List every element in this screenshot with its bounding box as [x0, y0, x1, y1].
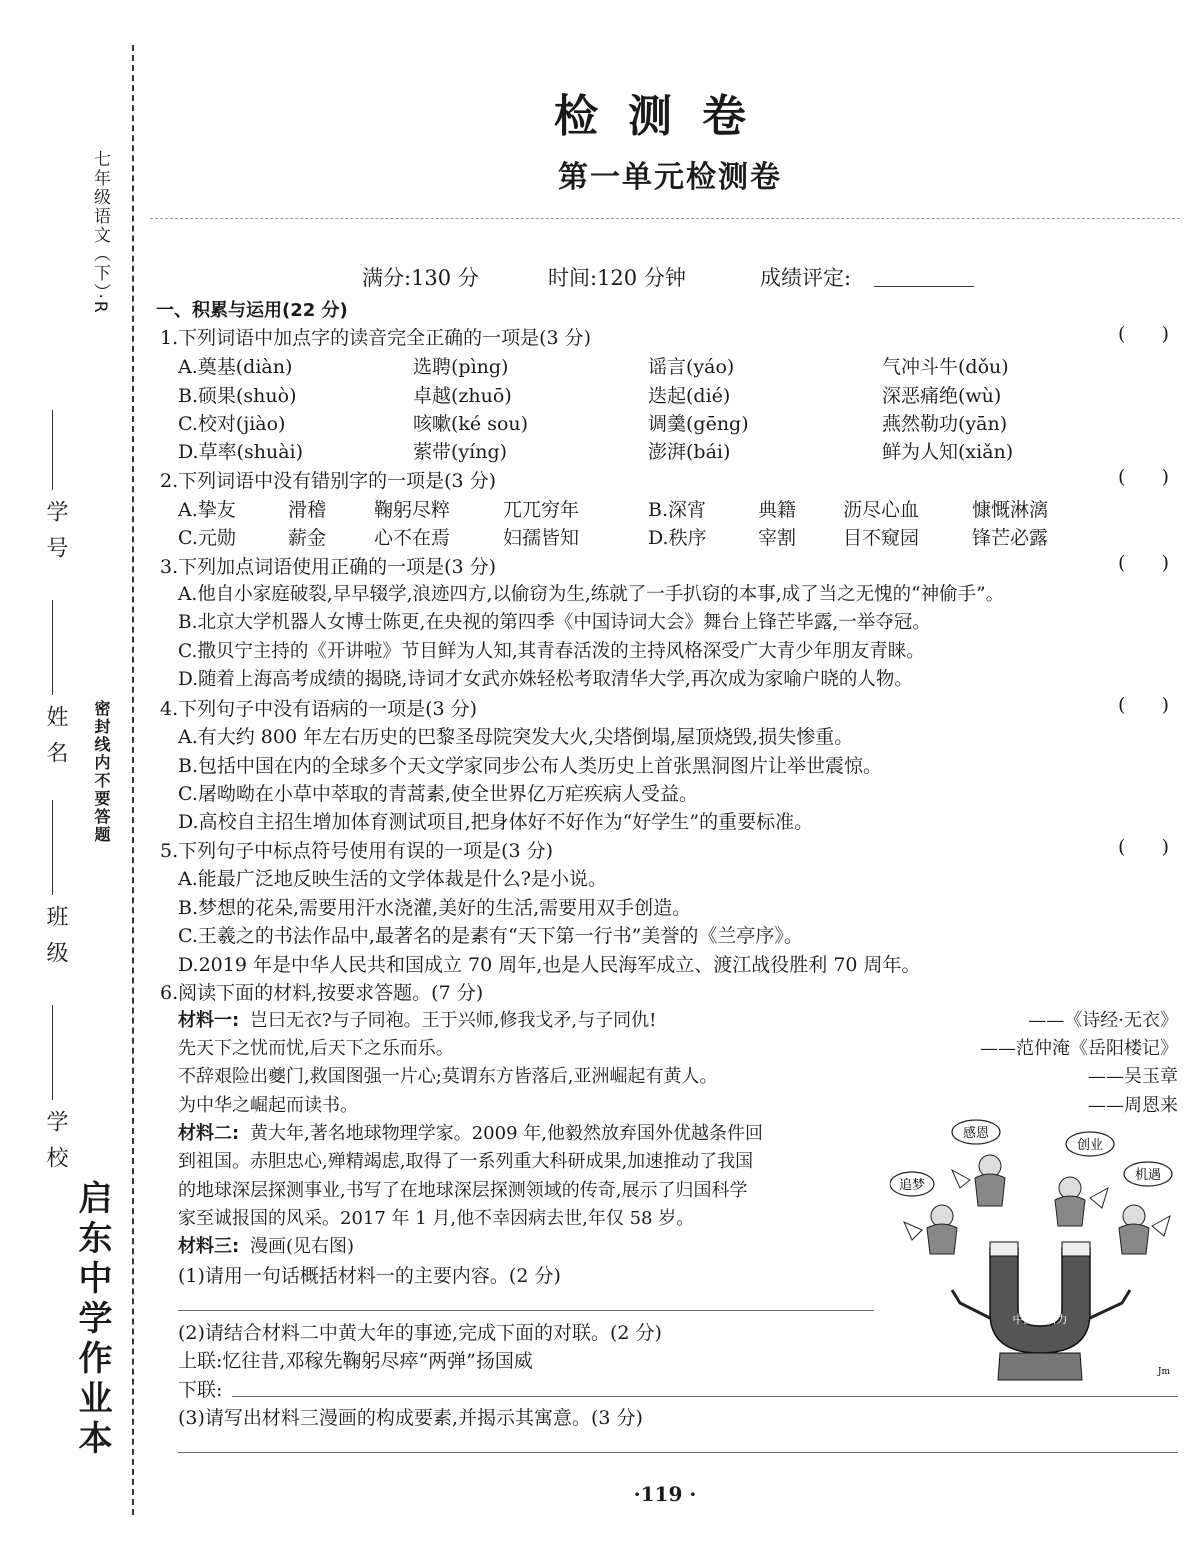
q2-answer-box[interactable]: ( ) — [1118, 466, 1170, 488]
q5-option-b: B.梦想的花朵,需要用汗水浇灌,美好的生活,需要用双手创造。 — [178, 897, 692, 919]
q2-stem: 2.下列词语中没有错别字的一项是(3 分) — [160, 470, 497, 492]
q6-sub1: (1)请用一句话概括材料一的主要内容。(2 分) — [178, 1265, 561, 1287]
cartoon-svg — [890, 1118, 1182, 1383]
material-2-label: 材料二: — [178, 1123, 240, 1144]
field-school-label: 学校 — [43, 1110, 68, 1182]
q3-option-d: D.随着上海高考成绩的揭晓,诗词才女武亦姝轻松考取清华大学,再次成为家喻户晓的人物。 — [178, 669, 913, 690]
brand-label: 启东中学作业本 — [72, 1180, 112, 1460]
field-class-line[interactable] — [52, 800, 53, 895]
q2-b-4: 慷慨淋漓 — [972, 499, 1049, 521]
grade-blank[interactable] — [874, 286, 974, 287]
q2-b-3: 沥尽心血 — [843, 499, 920, 521]
bubble-opportunity — [1124, 1162, 1172, 1186]
q1-a-2: 选聘(pìng) — [413, 356, 509, 378]
material-3-label: 材料三: — [178, 1236, 240, 1257]
q4-option-b: B.包括中国在内的全球多个天文学家同步公布人类历史上首张黑洞图片让举世震惊。 — [178, 755, 883, 777]
q3-option-c: C.撒贝宁主持的《开讲啦》节目鲜为人知,其青春活泼的主持风格深受广大青少年朋友青睐。 — [178, 641, 925, 662]
q6-stem: 6.阅读下面的材料,按要求答题。(7 分) — [160, 982, 484, 1004]
q6-couplet-lower-label: 下联: — [178, 1379, 223, 1401]
q1-b-1: B.硕果(shuò) — [178, 385, 297, 407]
q1-c-4: 燕然勒功(yān) — [882, 413, 1008, 435]
material-1-line-4: 为中华之崛起而读书。 — [178, 1095, 358, 1116]
q4-stem: 4.下列句子中没有语病的一项是(3 分) — [160, 698, 478, 720]
q1-c-3: 调羹(gēng) — [648, 413, 749, 435]
q1-b-3: 迭起(dié) — [648, 385, 731, 407]
cartoonist-signature: Jm — [1157, 1367, 1170, 1377]
q3-option-a: A.他自小家庭破裂,早早辍学,浪迹四方,以偷窃为生,练就了一手扒窃的本事,成了当之无愧的“神偷手”。 — [178, 584, 1005, 605]
q2-c-2: 薪金 — [288, 527, 327, 549]
q2-c-1: C.元勋 — [178, 527, 236, 549]
material-2-line-4: 家至诚报国的风采。2017 年 1 月,他不幸因病去世,年仅 58 岁。 — [178, 1208, 695, 1229]
field-student-id-label: 学号 — [43, 500, 68, 572]
q2-b-2: 典籍 — [758, 499, 797, 521]
material-1-line-2: 先天下之忧而忧,后天下之乐而乐。 — [178, 1038, 454, 1059]
q1-b-2: 卓越(zhuō) — [413, 385, 512, 407]
q2-b-1: B.深宵 — [648, 499, 707, 521]
q3-answer-box[interactable]: ( ) — [1118, 552, 1170, 574]
q5-answer-box[interactable]: ( ) — [1118, 836, 1170, 858]
binding-dashed-line — [132, 45, 134, 1515]
material-3-text: 漫画(见右图) — [250, 1236, 355, 1257]
q2-c-4: 妇孺皆知 — [503, 527, 580, 549]
bubble-startup — [1066, 1132, 1114, 1156]
q4-option-a: A.有大约 800 年左右历史的巴黎圣母院突发大火,尖塔倒塌,屋顶烧毁,损失惨重。 — [178, 726, 854, 748]
q3-stem: 3.下列加点词语使用正确的一项是(3 分) — [160, 556, 497, 578]
header-divider — [150, 218, 1180, 219]
field-name-label: 姓名 — [43, 705, 68, 777]
q1-d-4: 鲜为人知(xiǎn) — [882, 441, 1014, 463]
material-2-line-2: 到祖国。赤胆忠心,殚精竭虑,取得了一系列重大科研成果,加速推动了我国 — [178, 1151, 754, 1172]
field-class-label: 班级 — [43, 905, 68, 977]
bubble-dream — [890, 1172, 934, 1196]
q5-option-c: C.王羲之的书法作品中,最著名的是素有“天下第一行书”美誉的《兰亭序》。 — [178, 925, 803, 947]
bubble-gratitude — [952, 1120, 1000, 1144]
q2-a-1: A.挚友 — [178, 499, 236, 521]
q2-d-4: 锋芒必露 — [972, 527, 1049, 549]
q1-d-1: D.草率(shuài) — [178, 441, 304, 463]
q1-d-3: 澎湃(bái) — [648, 441, 731, 463]
q1-a-3: 谣言(yáo) — [648, 356, 735, 378]
material-2-line-1: 黄大年,著名地球物理学家。2009 年,他毅然放弃国外优越条件回 — [250, 1123, 763, 1144]
svg-text:机遇: 机遇 — [1134, 1168, 1162, 1183]
book-series-label: 七年级语文（下）·R — [90, 150, 110, 315]
field-school-line[interactable] — [52, 1005, 53, 1100]
cartoon-illustration — [890, 1118, 1182, 1383]
material-1-source-2: ——范仲淹《岳阳楼记》 — [980, 1038, 1178, 1059]
seal-notice: 密封线内不要答题 — [92, 700, 111, 844]
svg-text:感恩: 感恩 — [962, 1126, 990, 1141]
q6-sub3-answer-line[interactable] — [178, 1452, 1178, 1453]
page-title: 检测卷 — [554, 91, 776, 142]
field-student-id-line[interactable] — [52, 410, 53, 490]
q2-d-1: D.秩序 — [648, 527, 707, 549]
material-1-label: 材料一: — [178, 1010, 240, 1031]
q2-d-3: 目不窥园 — [843, 527, 920, 549]
q2-c-3: 心不在焉 — [374, 527, 451, 549]
q4-option-d: D.高校自主招生增加体育测试项目,把身体好不好作为“好学生”的重要标准。 — [178, 811, 814, 833]
field-name-line[interactable] — [52, 600, 53, 695]
q1-a-1: A.奠基(diàn) — [178, 356, 293, 378]
q2-a-2: 滑稽 — [288, 499, 327, 521]
material-1-source-3: ——吴玉章 — [1088, 1066, 1178, 1087]
q1-c-2: 咳嗽(ké sou) — [413, 413, 529, 435]
magnet-label: 中国吸引力 — [1012, 1313, 1068, 1326]
q3-option-b: B.北京大学机器人女博士陈更,在央视的第四季《中国诗词大会》舞台上锋芒毕露,一举夺冠。 — [178, 612, 931, 633]
q6-sub2: (2)请结合材料二中黄大年的事迹,完成下面的对联。(2 分) — [178, 1322, 662, 1344]
material-1-line-1: 岂曰无衣?与子同袍。王于兴师,修我戈矛,与子同仇! — [250, 1010, 657, 1031]
page-number: ·119 · — [633, 1482, 697, 1506]
q5-option-a: A.能最广泛地反映生活的文学体裁是什么?是小说。 — [178, 868, 607, 890]
q6-couplet-upper: 上联:忆往昔,邓稼先鞠躬尽瘁“两弹”扬国威 — [178, 1350, 533, 1372]
full-score: 满分:130 分 — [362, 266, 479, 290]
q2-a-4: 兀兀穷年 — [503, 499, 580, 521]
q2-d-2: 宰割 — [758, 527, 797, 549]
q2-a-3: 鞠躬尽粹 — [374, 499, 451, 521]
q5-stem: 5.下列句子中标点符号使用有误的一项是(3 分) — [160, 840, 554, 862]
q6-couplet-lower-line[interactable] — [232, 1396, 1178, 1397]
q1-stem: 1.下列词语中加点字的读音完全正确的一项是(3 分) — [160, 327, 592, 349]
section-heading: 一、积累与运用(22 分) — [156, 300, 348, 321]
q5-option-d: D.2019 年是中华人民共和国成立 70 周年,也是人民海军成立、渡江战役胜利 70 周年。 — [178, 954, 921, 976]
q1-d-2: 萦带(yíng) — [413, 441, 508, 463]
svg-text:追梦: 追梦 — [898, 1178, 926, 1193]
page-subtitle: 第一单元检测卷 — [558, 160, 782, 195]
q1-a-4: 气冲斗牛(dǒu) — [882, 356, 1009, 378]
q6-sub3: (3)请写出材料三漫画的构成要素,并揭示其寓意。(3 分) — [178, 1407, 643, 1429]
q4-answer-box[interactable]: ( ) — [1118, 694, 1170, 716]
material-1-line-3: 不辞艰险出夔门,救国图强一片心;莫谓东方皆落后,亚洲崛起有黄人。 — [178, 1066, 718, 1087]
q1-b-4: 深恶痛绝(wù) — [882, 385, 1002, 407]
time-limit: 时间:120 分钟 — [548, 266, 686, 290]
material-1-source-1: ——《诗经·无衣》 — [1028, 1010, 1178, 1031]
q4-option-c: C.屠呦呦在小草中萃取的青蒿素,使全世界亿万疟疾病人受益。 — [178, 783, 698, 805]
material-2-line-3: 的地球深层探测事业,书写了在地球深层探测领域的传奇,展示了归国科学 — [178, 1180, 748, 1201]
grade-label: 成绩评定: — [760, 266, 852, 290]
q1-answer-box[interactable]: ( ) — [1118, 323, 1170, 345]
svg-text:创业: 创业 — [1076, 1138, 1104, 1153]
q1-c-1: C.校对(jiào) — [178, 413, 286, 435]
material-1-source-4: ——周恩来 — [1088, 1095, 1178, 1116]
q6-sub1-answer-line[interactable] — [178, 1310, 874, 1311]
